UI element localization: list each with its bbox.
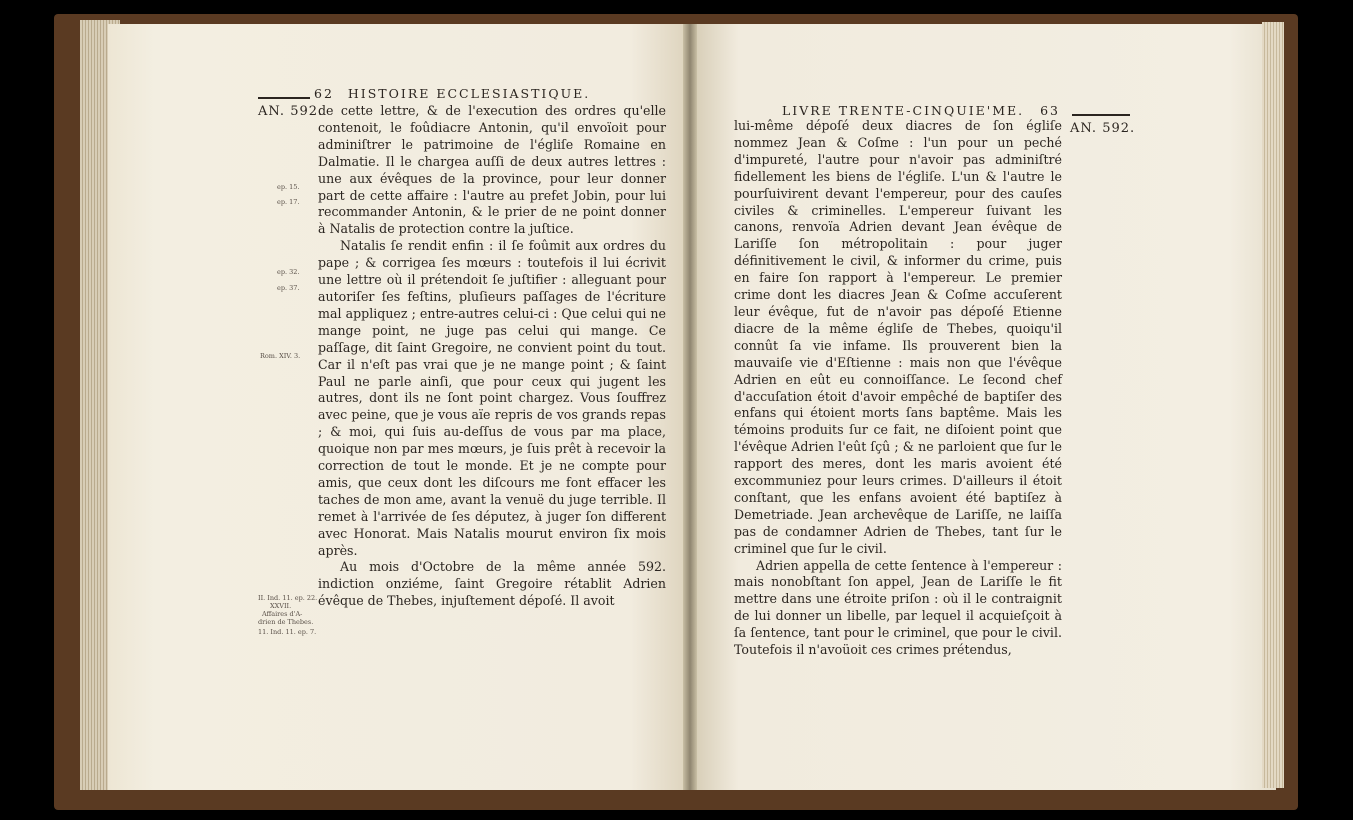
left-page-running-title: HISTOIRE ECCLESIASTIQUE. <box>347 86 591 101</box>
left-page-number: 62 <box>314 86 334 101</box>
paragraph: de cette lettre, & de l'execution des ordres qu'elle contenoit, le foûdiacre Antonin, qu'il envoïoit pour adminiſtrer le patrimoine de l'égliſe Romaine en Dalmatie. Il le chargea auſſi de deux autres lettres : une aux évêques de la province, pour leur donner part de cette affaire : l'autre au prefet Jobin, pour lui recommander Antonin, & le prier de ne point donner à Natalis de protection contre la juſtice. <box>318 103 666 237</box>
margin-note: 11. Ind. 11. ep. 7. <box>258 628 317 636</box>
right-page-number: 63 <box>1040 103 1061 118</box>
margin-note: Affaires d'A- <box>262 610 303 618</box>
paragraph: Natalis ſe rendit enfin : il ſe foûmit aux ordres du pape ; & corrigea ſes mœurs : toutefois il lui écrivit une lettre où il prétendoit ſe juſtifier : alleguant pour autoriſer ſes feſtins, pluſieurs paſſages de l'écriture mal appliquez ; entre-autres celui-ci : Que celui qui ne mange point, ne juge pas celui qui mange. Ce paſſage, dit ſaint Gregoire, ne convient point du tout. Car il n'eſt pas vrai que je ne mange point ; & ſaint Paul ne parle ainſi, que pour ceux qui jugent les autres, dont ils ne ſont point chargez. Vous ſouffrez avec peine, que je vous aïe repris de vos grands repas ; & moi, qui ſuis au-deſſus de vous par ma place, quoique non par mes mœurs, je ſuis prêt à recevoir la correction de tout le monde. Et je ne compte pour amis, que ceux dont les diſcours me font effacer les taches de mon ame, avant la venuë du juge terrible. Il remet à l'arrivée de ſes députez, à juger ſon different avec Honorat. Mais Natalis mourut environ ſix mois après. <box>318 238 666 558</box>
left-page-header <box>314 86 590 101</box>
margin-note: ep. 17. <box>277 198 300 206</box>
header-rule-left <box>258 97 310 99</box>
paragraph: Au mois d'Octobre de la même année 592. indiction onziéme, ſaint Gregoire rétablit Adrien évêque de Thebes, injuſtement dépoſé. Il avoit <box>318 559 666 609</box>
paragraph: Adrien appella de cette ſentence à l'empereur : mais nonobſtant ſon appel, Jean de Lariſſe le fit mettre dans une étroite priſon : où il le contraignit de lui donner un libelle, par lequel il acquieſçoit à ſa ſentence, tant pour le criminel, que pour le civil. Toutefois il n'avoüoit ces crimes prétendus, <box>734 557 1062 658</box>
margin-note: II. Ind. 11. ep. 22. <box>258 594 318 602</box>
right-page-header <box>782 103 1060 118</box>
right-page-running-title: LIVRE TRENTE-CINQUIE'ME. <box>782 103 1025 118</box>
margin-note: drien de Thebes. <box>258 618 314 626</box>
margin-note: XXVII. <box>270 602 292 610</box>
margin-note: Rom. XIV. 3. <box>260 352 301 360</box>
paragraph: lui-même dépoſé deux diacres de ſon égliſe nommez Jean & Coſme : l'un pour un peché d'impureté, l'autre pour n'avoir pas adminiſtré fidellement les biens de l'égliſe. L'un & l'autre le pourſuivirent devant l'empereur, pour des cauſes civiles & criminelles. L'empereur ſuivant les canons, renvoïa Adrien devant Jean évêque de Lariſſe ſon métropolitain : pour juger définitivement le civil, & informer du crime, puis en faire ſon rapport à l'empereur. Le premier crime dont les diacres Jean & Coſme accuſerent leur évêque, fut de n'avoir pas dépoſé Etienne diacre de la même égliſe de Thebes, quoiqu'il connût ſa vie infame. Ils prouverent bien la mauvaiſe vie d'Eſtienne : mais non que l'évêque Adrien en eût eu connoiſſance. Le ſecond chef d'accuſation étoit d'avoir empêché de baptiſer des enfans qui étoient morts ſans baptême. Mais les témoins produits ſur ce fait, ne diſoient point que l'évêque Adrien l'eût ſçû ; & ne parloient que ſur le rapport des meres, dont les maris avoient été excommuniez pour leurs crimes. D'ailleurs il étoit conſtant, que les enfans avoient été baptiſez à Demetriade. Jean archevêque de Lariſſe, ne laiſſa pas de condamner Adrien de Thebes, tant ſur le criminel que ſur le civil. <box>734 118 1062 556</box>
right-page-stack <box>1262 22 1284 788</box>
book-gutter <box>683 24 697 790</box>
header-rule-right <box>1072 114 1130 116</box>
left-year-label: AN. 592. <box>258 104 324 119</box>
margin-note: ep. 32. <box>277 268 300 276</box>
margin-note: ep. 15. <box>277 183 300 191</box>
left-page-body <box>318 103 666 610</box>
right-page-body <box>734 118 1062 659</box>
right-year-label: AN. 592. <box>1070 121 1136 136</box>
margin-note: ep. 37. <box>277 284 300 292</box>
